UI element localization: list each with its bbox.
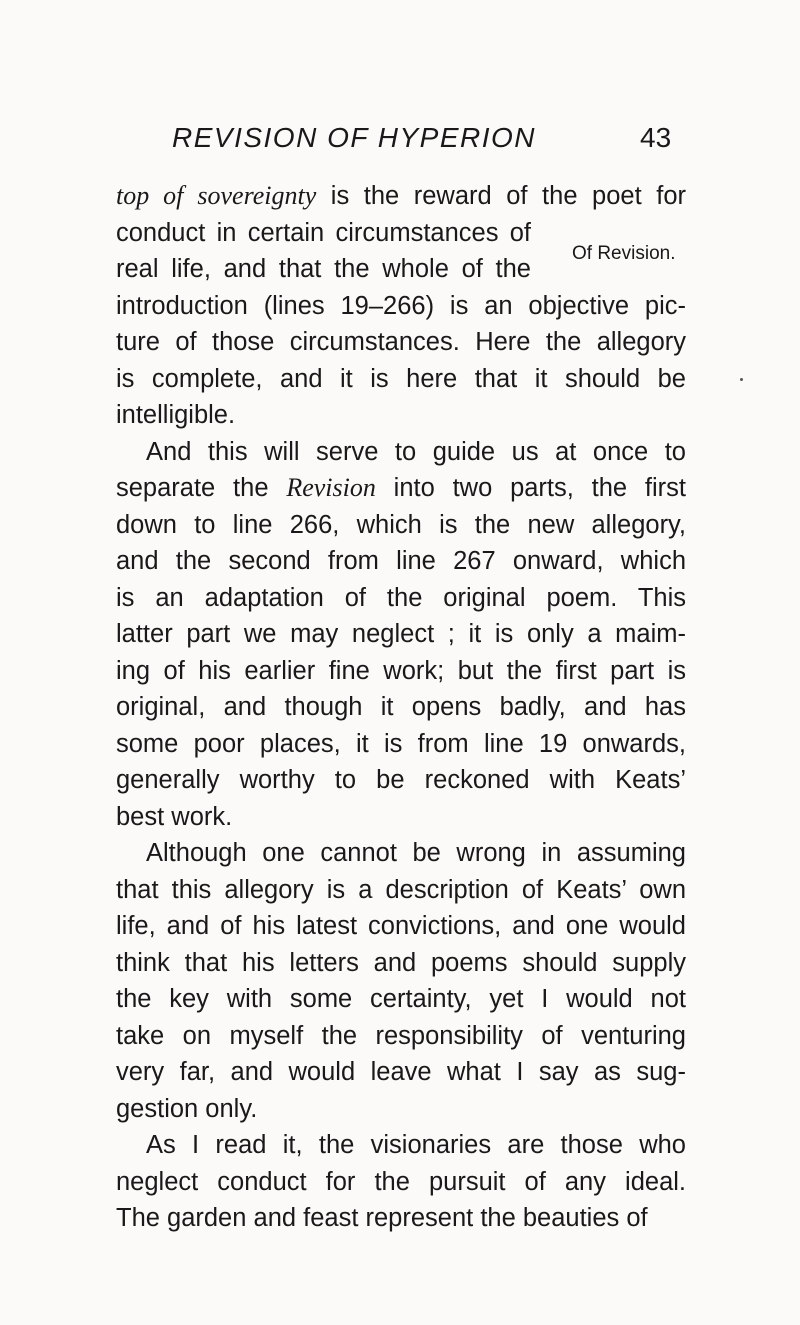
text-line — [116, 1127, 686, 1164]
text-line — [116, 470, 686, 507]
text-run: very far, and would leave what I say as sug- — [116, 1058, 686, 1086]
text-run: And this will serve to guide us at once to — [146, 437, 686, 466]
text-line — [116, 799, 686, 836]
text-line — [116, 1018, 686, 1055]
text-line — [116, 762, 686, 799]
running-title: REVISION OF HYPERION — [172, 122, 536, 153]
page-number: 43 — [640, 122, 672, 153]
margin-note: Of Revision. — [572, 243, 676, 264]
text-line — [116, 215, 531, 252]
text-run: take on myself the responsibility of venturing — [116, 1021, 686, 1050]
text-run: into two parts, the first — [375, 474, 686, 502]
text-line — [116, 835, 686, 872]
text-run: think that his letters and poems should supply — [116, 948, 686, 977]
text-run: generally worthy to be reckoned with Keats’ — [116, 766, 686, 794]
text-run: ing of his earlier fine work; but the first part is — [116, 656, 686, 685]
text-run: neglect conduct for the pursuit of any ideal. — [116, 1167, 686, 1196]
running-head — [0, 118, 800, 162]
text-line — [116, 872, 686, 909]
text-line — [116, 908, 686, 945]
text-run: introduction (lines 19–266) is an objective pic- — [116, 291, 686, 320]
text-line — [116, 1054, 686, 1091]
text-run: The garden and feast represent the beauties of — [116, 1204, 648, 1232]
text-line — [116, 1200, 686, 1237]
text-line — [116, 361, 686, 398]
text-line — [116, 397, 686, 434]
text-run: and the second from line 267 onward, which — [116, 547, 686, 575]
text-run: intelligible. — [116, 401, 236, 429]
text-run: real life, and that the whole of the — [116, 255, 531, 283]
text-run: some poor places, it is from line 19 onwards, — [116, 729, 686, 758]
italic-text: top of sovereignty — [116, 181, 317, 210]
text-line — [116, 1091, 686, 1128]
text-line — [116, 288, 686, 325]
text-run: latter part we may neglect ; it is only a maim- — [116, 620, 686, 648]
paper-speck — [740, 378, 743, 381]
text-run: that this allegory is a description of Keats’ own — [116, 875, 686, 904]
text-run: best work. — [116, 802, 233, 831]
text-run: down to line 266, which is the new allegory, — [116, 510, 686, 539]
text-run: separate the — [116, 474, 287, 502]
text-line — [116, 981, 686, 1018]
paragraph — [116, 178, 686, 434]
text-line — [116, 1164, 686, 1201]
text-run: is the reward of the poet for — [316, 182, 686, 210]
text-line — [116, 251, 531, 288]
text-run: Although one cannot be wrong in assuming — [146, 839, 686, 867]
text-line — [116, 434, 686, 471]
text-run: ture of those circumstances. Here the allegory — [116, 328, 686, 356]
text-line — [116, 178, 686, 215]
text-line — [116, 726, 686, 763]
text-line — [116, 689, 686, 726]
text-line — [116, 653, 686, 690]
text-run: the key with some certainty, yet I would not — [116, 985, 686, 1013]
italic-text: Revision — [286, 473, 376, 502]
text-run: conduct in certain circumstances of — [116, 218, 531, 247]
text-line — [116, 945, 686, 982]
text-run: life, and of his latest convictions, and one would — [116, 912, 686, 940]
text-run: original, and though it opens badly, and has — [116, 693, 686, 721]
paragraph — [116, 434, 686, 836]
text-line — [116, 580, 686, 617]
text-line — [116, 324, 686, 361]
text-line — [116, 507, 686, 544]
text-run: As I read it, the visionaries are those who — [146, 1131, 686, 1159]
body-text — [116, 178, 686, 1237]
text-line — [116, 616, 686, 653]
text-run: gestion only. — [116, 1094, 258, 1123]
text-run: is an adaptation of the original poem. This — [116, 583, 686, 612]
paragraph — [116, 835, 686, 1127]
text-line — [116, 543, 686, 580]
paragraph — [116, 1127, 686, 1237]
text-run: is complete, and it is here that it should be — [116, 364, 686, 393]
